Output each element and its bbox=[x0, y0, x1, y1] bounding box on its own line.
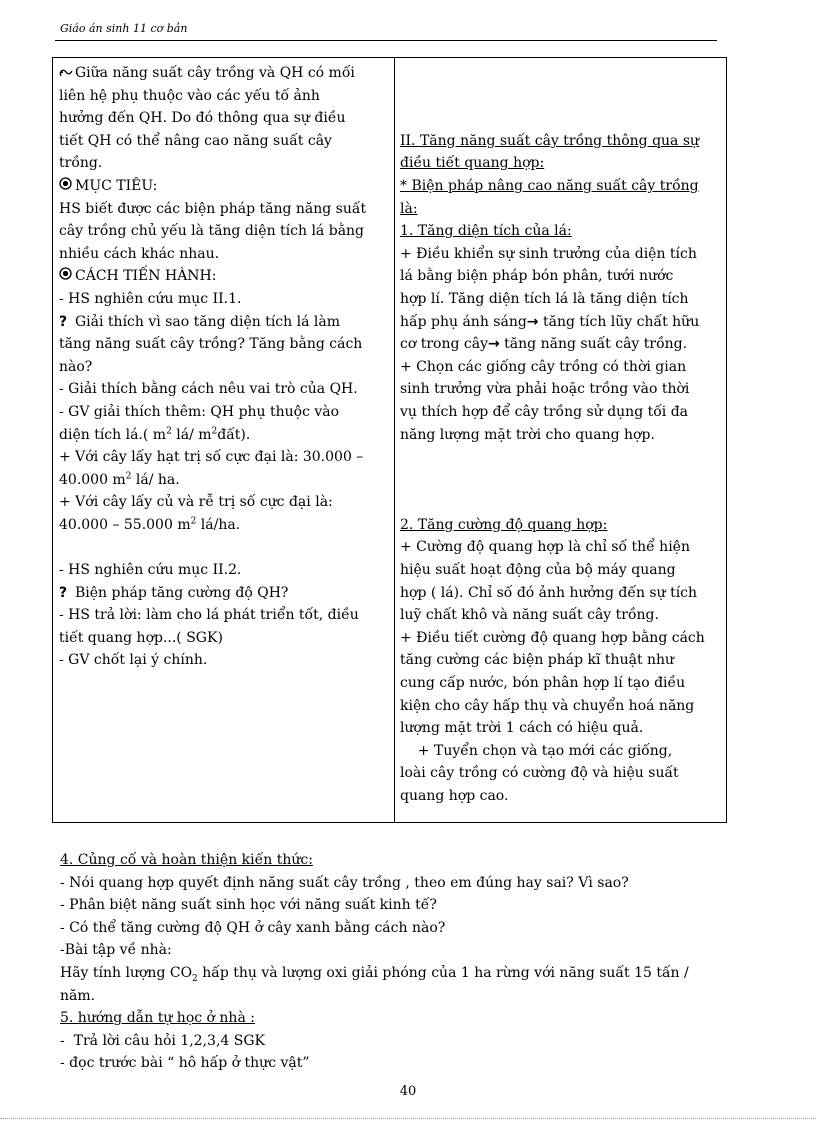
subscript: 2 bbox=[192, 973, 198, 984]
text-fragment: tăng tích lũy chất hữu bbox=[538, 313, 700, 330]
question-line: tăng năng suất cây trồng? Tăng bằng cách bbox=[59, 336, 363, 353]
content-line: lá bằng biện pháp bón phân, tưới nước bbox=[400, 268, 674, 285]
text-fragment: tăng năng suất cây trồng. bbox=[499, 336, 688, 353]
content-line: tăng cường các biện pháp kĩ thuật như bbox=[400, 652, 675, 669]
intro-line: tiết QH có thể nâng cao năng suất cây bbox=[59, 132, 332, 149]
section4-line: - Phân biệt năng suất sinh học với năng suất kinh tế? bbox=[60, 897, 437, 914]
text-fragment: hấp thụ và lượng oxi giải phóng của 1 ha rừng với năng suất 15 tấn / bbox=[197, 964, 689, 981]
section5-line: - đọc trước bài “ hô hấp ở thực vật” bbox=[60, 1055, 310, 1072]
text-fragment: lá/ m bbox=[171, 426, 212, 443]
page-bottom-rule bbox=[0, 1118, 816, 1119]
intro-text-0: Giữa năng suất cây trồng và QH có mối bbox=[75, 65, 355, 81]
text-fragment: 40.000 m bbox=[59, 471, 126, 488]
objective-heading-text: MỤC TIÊU: bbox=[75, 177, 158, 194]
content-line: + Điều tiết cường độ quang hợp bằng cách bbox=[400, 629, 705, 646]
content-line: kiện cho cây hấp thụ và chuyển hoá năng bbox=[400, 697, 695, 714]
content-line: luỹ chất khô và năng suất cây trồng. bbox=[400, 607, 659, 624]
blank-line bbox=[400, 469, 722, 492]
text-fragment: hấp phụ ánh sáng bbox=[400, 313, 527, 330]
procedure-step: - HS trả lời: làm cho lá phát triển tốt, điều bbox=[59, 607, 359, 624]
superscript: 2 bbox=[125, 471, 132, 482]
right-arrow-icon: → bbox=[526, 313, 539, 330]
content-line: lượng mặt trời 1 cách có hiệu quả. bbox=[400, 720, 644, 737]
content-line: loài cây trồng có cường độ và hiệu suất bbox=[400, 765, 679, 782]
content-line bbox=[400, 311, 722, 334]
left-column bbox=[59, 62, 389, 672]
text-fragment: đất). bbox=[217, 426, 251, 443]
content-line: cung cấp nước, bón phân hợp lí tạo điều bbox=[400, 675, 686, 692]
page-header-title: Giáo án sinh 11 cơ bản bbox=[60, 22, 188, 35]
subsection-heading: 2. Tăng cường độ quang hợp: bbox=[400, 516, 608, 533]
question-text: Giải thích vì sao tăng diện tích lá làm bbox=[75, 313, 340, 330]
section4-heading: 4. Củng cố và hoàn thiện kiến thức: bbox=[60, 852, 313, 868]
procedure-heading bbox=[59, 265, 389, 288]
objective-line: nhiều cách khác nhau. bbox=[59, 245, 220, 262]
text-fragment: 40.000 – 55.000 m bbox=[59, 516, 191, 533]
exercise-line bbox=[60, 962, 720, 985]
superscript: 2 bbox=[211, 425, 218, 436]
header-rule bbox=[55, 40, 717, 41]
content-line: quang hợp cao. bbox=[400, 788, 509, 804]
objective-line: cây trồng chủ yếu là tăng diện tích lá bằng bbox=[59, 223, 365, 240]
link-arrow-icon bbox=[59, 62, 75, 85]
page-number: 40 bbox=[399, 1084, 417, 1099]
right-column bbox=[400, 62, 722, 808]
question-text: Biện pháp tăng cường độ QH? bbox=[75, 584, 289, 601]
section4-line: - Có thể tăng cường độ QH ở cây xanh bằng cách nào? bbox=[60, 919, 446, 936]
blank-line bbox=[400, 491, 722, 514]
target-icon bbox=[59, 175, 75, 198]
question-line bbox=[59, 311, 389, 334]
question-icon: ? bbox=[59, 584, 68, 601]
procedure-step: tiết quang hợp...( SGK) bbox=[59, 629, 223, 646]
intro-line: liên hệ phụ thuộc vào các yếu tố ảnh bbox=[59, 87, 320, 104]
content-line: hợp ( lá). Chỉ số đó ảnh hưởng đến sự tích bbox=[400, 584, 698, 601]
content-line: hợp lí. Tăng diện tích lá là tăng diện tích bbox=[400, 290, 689, 307]
procedure-step bbox=[59, 424, 389, 447]
bottom-section bbox=[60, 849, 720, 1075]
section4-line: - Nói quang hợp quyết định năng suất cây trồng , theo em đúng hay sai? Vì sao? bbox=[60, 874, 629, 891]
procedure-heading-text: CÁCH TIẾN HÀNH: bbox=[75, 268, 217, 285]
text-fragment: lá/ ha. bbox=[131, 471, 180, 488]
objective-heading bbox=[59, 175, 389, 198]
intro-line: hưởng đến QH. Do đó thông qua sự điều bbox=[59, 110, 346, 127]
blank-line bbox=[400, 85, 722, 108]
question-icon: ? bbox=[59, 313, 68, 330]
procedure-step: - GV chốt lại ý chính. bbox=[59, 652, 208, 669]
content-line: hiệu suất hoạt động của bộ máy quang bbox=[400, 562, 676, 579]
target-icon bbox=[59, 265, 75, 288]
intro-line: trồng. bbox=[59, 155, 103, 172]
measure-heading bbox=[400, 175, 722, 198]
procedure-step: - HS nghiên cứu mục II.1. bbox=[59, 290, 242, 307]
procedure-step bbox=[59, 514, 389, 537]
procedure-step: - HS nghiên cứu mục II.2. bbox=[59, 562, 242, 579]
content-line: + Chọn các giống cây trồng có thời gian bbox=[400, 358, 687, 375]
measure-heading-text: * Biện pháp nâng cao năng suất cây trồng bbox=[400, 177, 699, 194]
procedure-step: - Giải thích bằng cách nêu vai trò của QH. bbox=[59, 381, 358, 398]
content-line: + Tuyển chọn và tạo mới các giống, bbox=[400, 742, 673, 759]
text-fragment: lá/ha. bbox=[196, 516, 241, 533]
intro-line bbox=[59, 62, 389, 85]
text-fragment: Hãy tính lượng CO bbox=[60, 964, 193, 981]
blank-line bbox=[400, 446, 722, 469]
text-fragment: diện tích lá.( m bbox=[59, 426, 167, 443]
superscript: 2 bbox=[166, 425, 172, 436]
objective-line: HS biết được các biện pháp tăng năng suất bbox=[59, 200, 367, 217]
section5-heading: 5. hướng dẫn tự học ở nhà : bbox=[60, 1010, 255, 1027]
blank-line bbox=[59, 536, 389, 559]
content-line: năng lượng mặt trời cho quang hợp. bbox=[400, 426, 655, 443]
procedure-step: + Với cây lấy hạt trị số cực đại là: 30.000 – bbox=[59, 449, 364, 466]
superscript: 2 bbox=[190, 516, 197, 527]
content-line: + Cường độ quang hợp là chỉ số thể hiện bbox=[400, 539, 690, 556]
section-heading: điều tiết quang hợp: bbox=[400, 155, 545, 172]
content-line: + Điều khiển sự sinh trưởng của diện tích bbox=[400, 245, 697, 262]
content-line: sinh trưởng vừa phải hoặc trồng vào thời bbox=[400, 381, 690, 398]
content-line: vụ thích hợp để cây trồng sử dụng tối đa bbox=[400, 403, 689, 420]
section5-line: - Trả lời câu hỏi 1,2,3,4 SGK bbox=[60, 1032, 265, 1049]
question-line: nào? bbox=[59, 358, 93, 375]
exercise-line: năm. bbox=[60, 987, 96, 1004]
procedure-step: + Với cây lấy củ và rễ trị số cực đại là: bbox=[59, 494, 333, 511]
blank-line bbox=[400, 62, 722, 85]
question-line bbox=[59, 582, 389, 605]
right-arrow-icon: → bbox=[488, 336, 500, 353]
procedure-step: - GV giải thích thêm: QH phụ thuộc vào bbox=[59, 403, 340, 420]
text-fragment: cơ trong cây bbox=[400, 336, 488, 353]
column-divider bbox=[394, 58, 395, 822]
blank-line bbox=[400, 107, 722, 130]
content-line bbox=[400, 333, 722, 356]
section4-line: -Bài tập về nhà: bbox=[60, 942, 172, 959]
measure-heading: là: bbox=[400, 200, 418, 217]
lesson-table bbox=[52, 57, 727, 823]
procedure-step bbox=[59, 469, 389, 492]
subsection-heading: 1. Tăng diện tích của lá: bbox=[400, 223, 572, 240]
section-heading: II. Tăng năng suất cây trồng thông qua sự bbox=[400, 132, 700, 149]
